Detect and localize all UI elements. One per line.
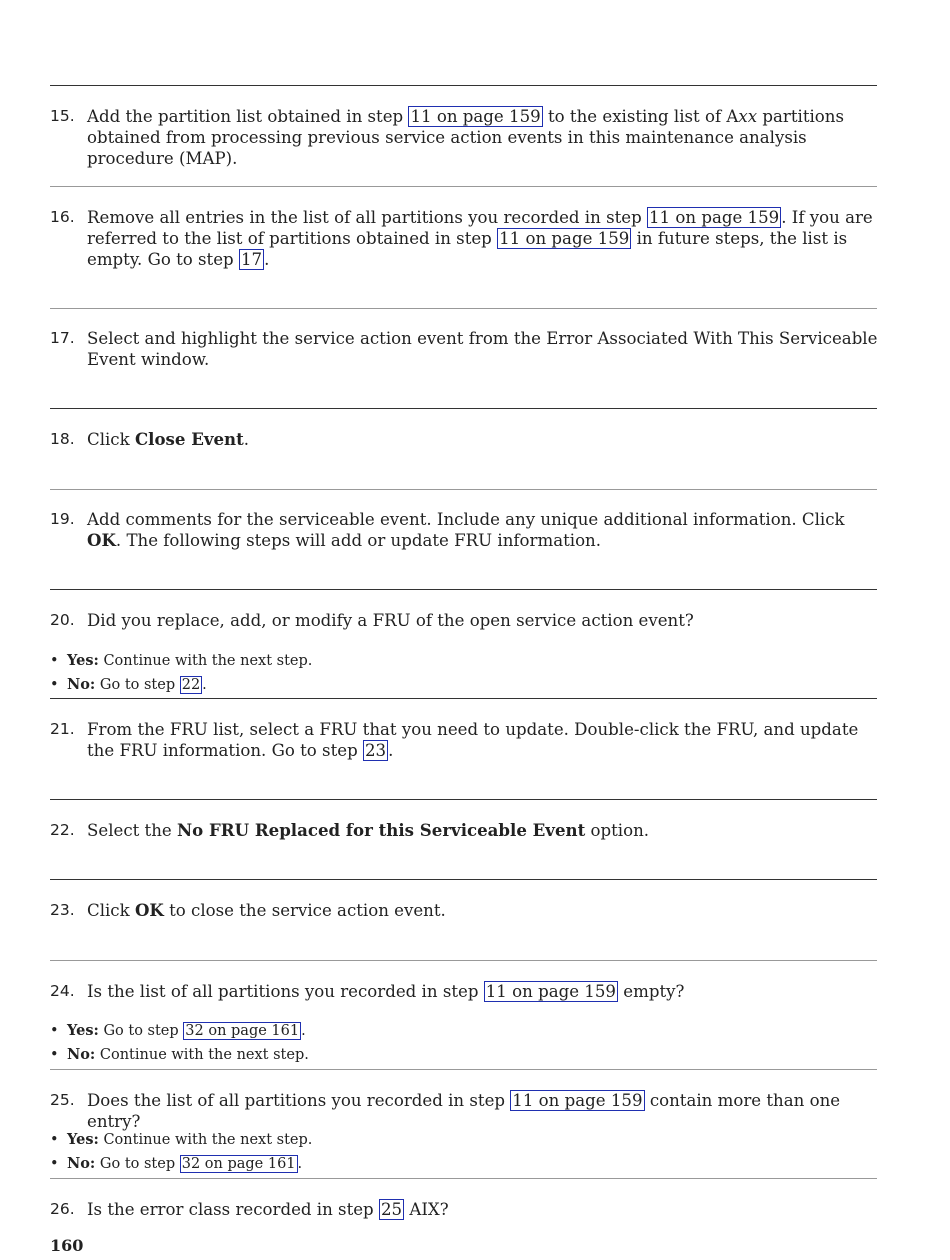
section-divider <box>50 799 877 800</box>
step-18 <box>50 429 880 450</box>
ui-term: Close Event <box>134 429 244 449</box>
step-link[interactable]: 22 <box>181 677 201 693</box>
step-number: 20. <box>50 611 75 629</box>
step-link[interactable]: 11 on page 159 <box>648 208 780 227</box>
step-24 <box>50 981 880 1002</box>
step-number: 23. <box>50 901 75 919</box>
step-text: Click Close Event. <box>87 429 250 449</box>
section-divider <box>50 408 877 409</box>
step-link[interactable]: 11 on page 159 <box>499 229 630 248</box>
section-divider <box>50 589 877 590</box>
step-text: Select the No FRU Replaced for this Serviceable Event option. <box>87 820 650 840</box>
section-divider <box>50 960 877 961</box>
step-26 <box>50 1199 880 1220</box>
step-text: Is the list of all partitions you recorded in step 11 on page 159 empty? <box>87 982 685 1001</box>
step-25 <box>50 1090 880 1132</box>
step-text: Select and highlight the service action event from the Error Associated With This Serviceable Event window. <box>87 329 878 369</box>
step-link[interactable]: 11 on page 159 <box>512 1091 643 1110</box>
step-21 <box>50 719 880 761</box>
step-number: 17. <box>50 329 75 347</box>
step-text: Add the partition list obtained in step 11 on page 159 to the existing list of Axx partitions obtained from processing previous service action events in this maintenance analysis procedure (MAP). <box>87 107 844 168</box>
section-divider <box>50 879 877 880</box>
yes-option: • Yes: Continue with the next step. <box>50 652 313 669</box>
step-text: Is the error class recorded in step 25 AIX? <box>87 1200 449 1219</box>
step-number: 15. <box>50 107 75 125</box>
yes-option: • Yes: Go to step 32 on page 161 . <box>50 1022 306 1039</box>
step-text: Remove all entries in the list of all partitions you recorded in step 11 on page 159 . If you are referred to the list of partitions obtained in step 11 on page 159 in future steps, the list is empty. Go to step 17 . <box>87 208 873 269</box>
page-number: 160 <box>50 1236 84 1255</box>
step-number: 26. <box>50 1200 75 1218</box>
step-text: Does the list of all partitions you recorded in step 11 on page 159 contain more than one entry? <box>87 1091 841 1131</box>
step-number: 18. <box>50 430 75 448</box>
step-number: 24. <box>50 982 75 1000</box>
step-link[interactable]: 11 on page 159 <box>485 982 616 1001</box>
section-divider <box>50 489 877 490</box>
step-23 <box>50 900 880 921</box>
step-link[interactable]: 23 <box>364 741 387 760</box>
step-text: From the FRU list, select a FRU that you need to update. Double-click the FRU, and update the FRU information. Go to step 23 . <box>87 720 859 760</box>
step-19 <box>50 509 880 551</box>
ui-term: No FRU Replaced for this Serviceable Event <box>177 820 586 840</box>
step-22 <box>50 820 880 841</box>
step-link[interactable]: 11 on page 159 <box>410 107 541 126</box>
section-divider <box>50 1178 877 1179</box>
section-divider <box>50 186 877 187</box>
step-text: Click OK to close the service action event. <box>87 900 446 920</box>
step-link[interactable]: 17 <box>240 250 263 269</box>
step-text: Did you replace, add, or modify a FRU of the open service action event? <box>87 611 694 630</box>
step-link[interactable]: 25 <box>380 1200 403 1219</box>
no-option: • No: Go to step 22 . <box>50 676 207 693</box>
step-20 <box>50 610 880 631</box>
yes-option: • Yes: Continue with the next step. <box>50 1131 313 1148</box>
section-divider <box>50 698 877 699</box>
no-option: • No: Continue with the next step. <box>50 1046 309 1063</box>
step-15 <box>50 106 880 169</box>
ui-term: OK <box>134 900 164 920</box>
step-text: Add comments for the serviceable event. Include any unique additional information. Click OK. The following steps will add or update FRU information. <box>87 510 845 550</box>
no-option: • No: Go to step 32 on page 161 . <box>50 1155 303 1172</box>
step-number: 21. <box>50 720 75 738</box>
section-divider <box>50 85 877 86</box>
section-divider <box>50 308 877 309</box>
step-number: 25. <box>50 1091 75 1109</box>
step-number: 19. <box>50 510 75 528</box>
section-divider <box>50 1069 877 1070</box>
step-16 <box>50 207 880 270</box>
step-number: 16. <box>50 208 75 226</box>
step-17 <box>50 328 880 370</box>
step-number: 22. <box>50 821 75 839</box>
step-link[interactable]: 32 on page 161 <box>185 1023 300 1039</box>
ui-term: OK <box>87 530 116 550</box>
step-link[interactable]: 32 on page 161 <box>181 1156 296 1172</box>
